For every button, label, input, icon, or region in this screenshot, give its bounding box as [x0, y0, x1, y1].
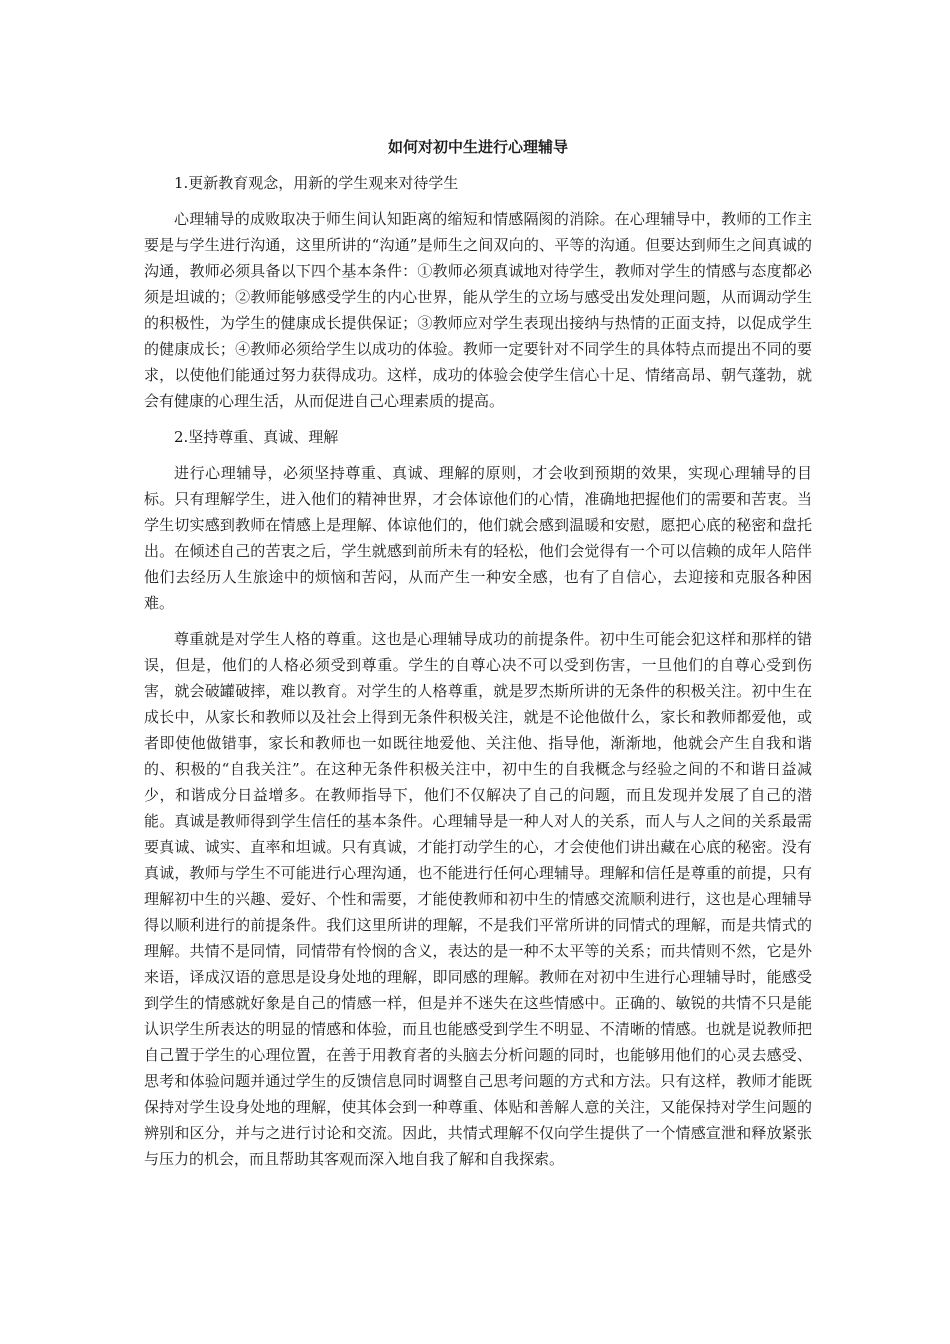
document-title: 如何对初中生进行心理辅导: [387, 138, 568, 156]
section-2-heading: 2.坚持尊重、真诚、理解: [174, 428, 339, 446]
document-page: [144, 134, 812, 1182]
section-1-paragraph: 心理辅导的成败取决于师生间认知距离的缩短和情感隔阂的消除。在心理辅导中，教师的工作主要是与学生进行沟通，这里所讲的“沟通”是师生之间双向的、平等的沟通。但要达到师生之间真诚的沟通，教师必须具备以下四个基本条件：①教师必须真诚地对待学生，教师对学生的情感与态度都必须是坦诚的；②教师能够感受学生的内心世界，能从学生的立场与感受出发处理问题，从而调动学生的积极性，为学生的健康成长提供保证；③教师应对学生表现出接纳与热情的正面支持，以促成学生的健康成长；④教师必须给学生以成功的体验。教师一定要针对不同学生的具体特点而提出不同的要求，以使他们能通过努力获得成功。这样，成功的体验会使学生信心十足、情绪高昂、朝气蓬勃，就会有健康的心理生活，从而促进自己心理素质的提高。: [144, 210, 812, 410]
section-2-paragraph-1: 进行心理辅导，必须坚持尊重、真诚、理解的原则，才会收到预期的效果，实现心理辅导的目标。只有理解学生，进入他们的精神世界，才会体谅他们的心情，准确地把握他们的需要和苦衷。当学生切实感到教师在情感上是理解、体谅他们的，他们就会感到温暖和安慰，愿把心底的秘密和盘托出。在倾述自己的苦衷之后，学生就感到前所未有的轻松，他们会觉得有一个可以信赖的成年人陪伴他们去经历人生旅途中的烦恼和苦闷，从而产生一种安全感，也有了自信心，去迎接和克服各种困难。: [144, 464, 812, 612]
section-1-heading: 1.更新教育观念，用新的学生观来对待学生: [174, 174, 459, 192]
section-2-paragraph-2: 尊重就是对学生人格的尊重。这也是心理辅导成功的前提条件。初中生可能会犯这样和那样的错误，但是，他们的人格必须受到尊重。学生的自尊心决不可以受到伤害，一旦他们的自尊心受到伤害，就会破罐破摔，难以教育。对学生的人格尊重，就是罗杰斯所讲的无条件的积极关注。初中生在成长中，从家长和教师以及社会上得到无条件积极关注，就是不论他做什么，家长和教师都爱他，或者即使他做错事，家长和教师也一如既往地爱他、关注他、指导他，渐渐地，他就会产生自我和谐的、积极的“自我关注”。在这种无条件积极关注中，初中生的自我概念与经验之间的不和谐日益减少，和谐成分日益增多。在教师指导下，他们不仅解决了自己的问题，而且发现并发展了自己的潜能。真诚是教师得到学生信任的基本条件。心理辅导是一种人对人的关系，而人与人之间的关系最需要真诚、诚实、直率和坦诚。只有真诚，才能打动学生的心，才会使他们讲出藏在心底的秘密。没有真诚，教师与学生不可能进行心理沟通，也不能进行任何心理辅导。理解和信任是尊重的前提，只有理解初中生的兴趣、爱好、个性和需要，才能使教师和初中生的情感交流顺利进行，这也是心理辅导得以顺利进行的前提条件。我们这里所讲的理解，不是我们平常所讲的同情式的理解，而是共情式的理解。共情不是同情，同情带有怜悯的含义，表达的是一种不太平等的关系；而共情则不然，它是外来语，译成汉语的意思是设身处地的理解，即同感的理解。教师在对初中生进行心理辅导时，能感受到学生的情感就好象是自己的情感一样，但是并不迷失在这些情感中。正确的、敏锐的共情不只是能认识学生所表达的明显的情感和体验，而且也能感受到学生不明显、不清晰的情感。也就是说教师把自己置于学生的心理位置，在善于用教育者的头脑去分析问题的同时，也能够用他们的心灵去感受、思考和体验问题并通过学生的反馈信息同时调整自己思考问题的方式和方法。只有这样，教师才能既保持对学生设身处地的理解，使其体会到一种尊重、体贴和善解人意的关注，又能保持对学生问题的辨别和区分，并与之进行讨论和交流。因此，共情式理解不仅向学生提供了一个情感宣泄和释放紧张与压力的机会，而且帮助其客观而深入地自我了解和自我探索。: [144, 630, 812, 1168]
